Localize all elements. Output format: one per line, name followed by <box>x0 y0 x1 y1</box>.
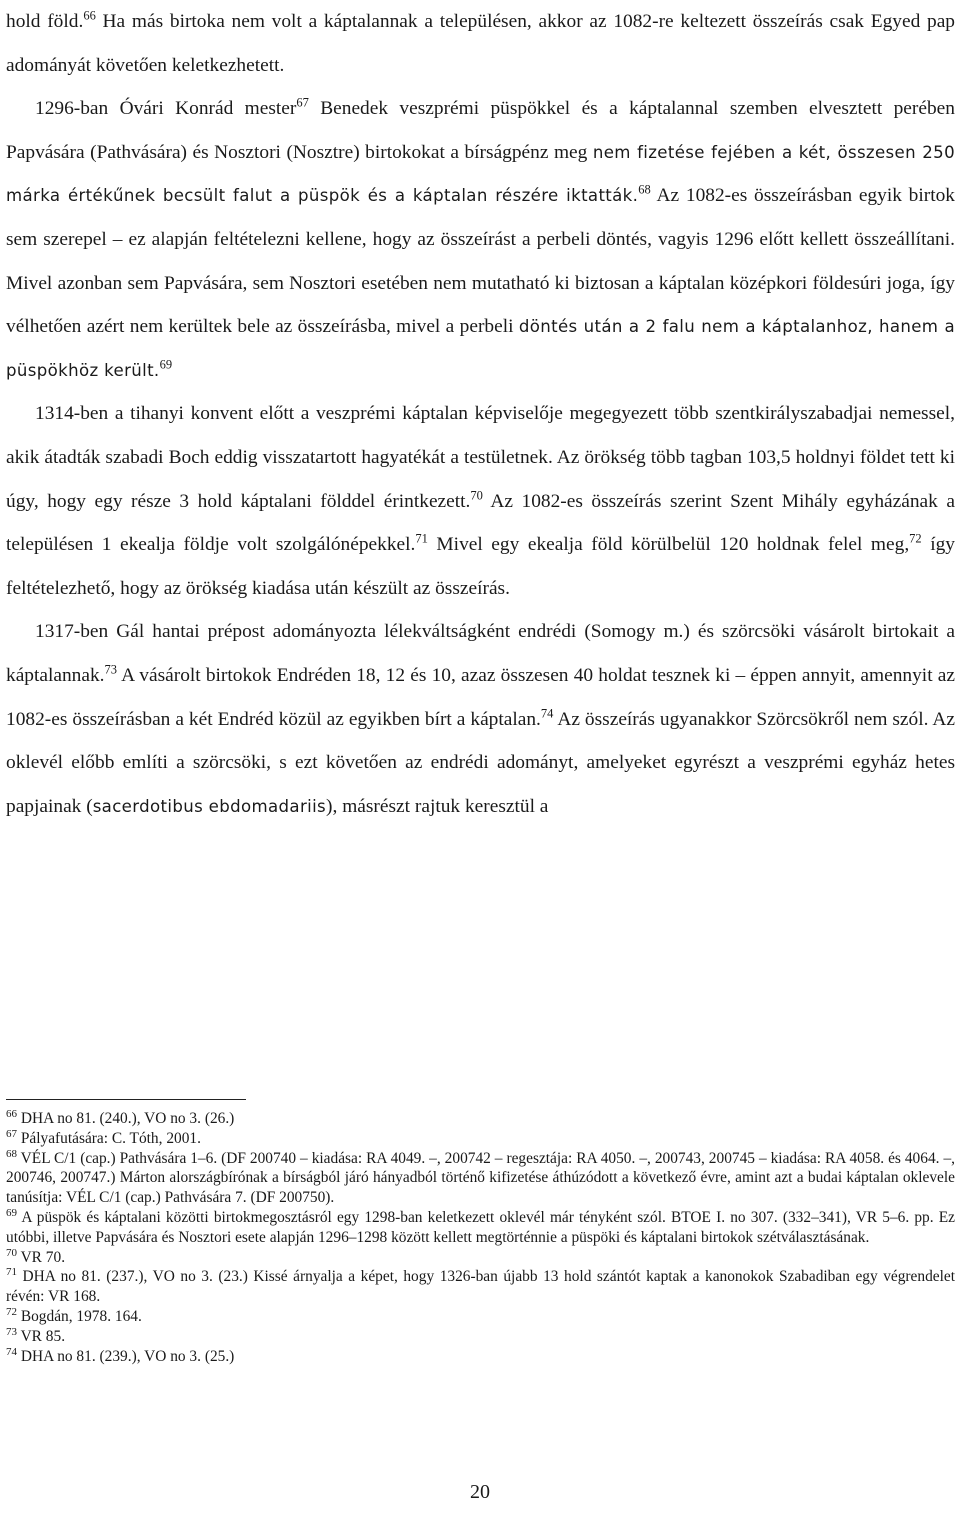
footnote-70 <box>6 1248 955 1268</box>
footnote-text: VÉL C/1 (cap.) Pathvására 1–6. (DF 200740 – kiadása: RA 4049. –, 200742 – regesztája: RA 4050. –, 200743, 200745 – kiadása: RA 4058. és 4064. –, 200746, 200747.) Márton alországbírónak a bírságból járó hányadból történő kifizetése áthúzódott a következő évre, amint azt a budai káptalan oklevele tanúsítja: VÉL C/1 (cap.) Pathvására 7. (DF 200750). <box>6 1149 955 1207</box>
footnotes <box>6 1109 955 1366</box>
footnote-ref-74[interactable]: 74 <box>540 706 554 721</box>
footnote-74 <box>6 1347 955 1367</box>
text-run-sans: döntés után a 2 falu nem a káptalanhoz, hanem a püspökhöz került. <box>6 317 955 380</box>
footnote-text: DHA no 81. (239.), VO no 3. (25.) <box>17 1347 235 1365</box>
text-run: 1317-ben Gál hantai prépost adományozta lélekváltságként endrédi (Somogy m.) és szörcsöki vásárolt birtokait a káptalannak. <box>6 621 955 686</box>
footnote-ref-69[interactable]: 69 <box>159 357 173 372</box>
footnote-text: VR 85. <box>17 1327 66 1345</box>
paragraph-1296 <box>6 87 955 392</box>
text-run: Az 1082-es összeírásban egyik birtok sem szerepel – ez alapján feltételezni kellene, hogy az összeírást a perbeli döntés, vagyis 1296 előtt kellett összeállítani. Mivel azonban sem Papvására, sem Nosztori esetében nem mutatható ki biztosan a káptalan középkori földesúri joga, így vélhetően azért nem kerültek bele az összeírásba, mivel a perbeli <box>6 185 955 338</box>
paragraph-1314 <box>6 392 955 610</box>
footnote-ref-70[interactable]: 70 <box>470 488 483 503</box>
footnote-ref-71[interactable]: 71 <box>415 531 428 546</box>
text-run: Ha más birtoka nem volt a káptalannak a településen, akkor az 1082-re keltezett összeírás csak Egyed pap adományát követően keletkezhetett. <box>6 11 956 76</box>
footnote-number: 68 <box>6 1147 17 1160</box>
footnote-71 <box>6 1267 955 1307</box>
footnote-number: 71 <box>6 1266 17 1279</box>
footnote-number: 73 <box>6 1325 17 1338</box>
footnote-ref-68[interactable]: 68 <box>638 182 651 197</box>
footnote-ref-67[interactable]: 67 <box>296 95 309 110</box>
footnote-69 <box>6 1208 955 1248</box>
text-run: Benedek veszprémi püspökkel és a káptalannal szemben elvesztett perében Papvására (Pathvására) és Nosztori (Nosztre) birtokokat a bírságpénz meg <box>6 98 955 163</box>
footnote-text: Pályafutására: C. Tóth, 2001. <box>17 1129 201 1147</box>
text-run: hold föld. <box>6 11 84 32</box>
text-run: ), másrészt rajtuk keresztül a <box>326 795 549 817</box>
text-run: így feltételezhető, hogy az örökség kiadása után készült az összeírás. <box>6 534 955 599</box>
footnote-68 <box>6 1149 955 1208</box>
text-run: A vásárolt birtokok Endréden 18, 12 és 10, azaz összesen 40 holdat tesznek ki – éppen annyit, amennyit az 1082-es összeírásban a két Endréd közül az egyikben bírt a káptalan. <box>6 664 955 730</box>
latin-phrase: sacerdotibus ebdomadariis <box>92 796 327 816</box>
footnote-ref-73[interactable]: 73 <box>104 662 118 677</box>
footnote-number: 66 <box>6 1107 17 1120</box>
footnote-text: VR 70. <box>17 1248 66 1266</box>
text-run-sans: nem fizetése fejében a két, összesen 250 márka értékűnek becsült falut a püspök és a káptalan részére iktatták. <box>6 142 955 206</box>
text-run: 1314-ben a tihanyi konvent előtt a veszprémi káptalan képviselője megegyezett több szentkirályszabadjai nemessel, akik átadták szabadi Boch eddig visszatartott hagyatékát a testületnek. Az örökség több tagban 103,5 holdnyi földet tett ki úgy, hogy egy része 3 hold káptalani földdel érintkezett. <box>6 403 955 512</box>
page-number: 20 <box>470 1481 490 1503</box>
text-run: Mivel egy ekealja föld körülbelül 120 holdnak felel meg, <box>427 534 910 556</box>
footnote-67 <box>6 1129 955 1149</box>
footnote-ref-72[interactable]: 72 <box>909 531 922 546</box>
body-text <box>6 0 955 828</box>
footnote-number: 74 <box>6 1345 17 1358</box>
text-run: Az 1082-es összeírás szerint Szent Mihály egyházának a településen 1 ekealja földje volt szolgálónépekkel. <box>6 490 955 556</box>
footnote-ref-66[interactable]: 66 <box>83 8 96 23</box>
footnote-text: DHA no 81. (237.), VO no 3. (23.) Kissé árnyalja a képet, hogy 1326-ban újabb 13 hold szántót kaptak a kanonokok Szabadiban egy végrendelet révén: VR 168. <box>6 1268 955 1306</box>
footnote-number: 72 <box>6 1305 17 1318</box>
text-run: 1296-ban Óvári Konrád mester <box>35 98 297 120</box>
footnote-72 <box>6 1307 955 1327</box>
footnote-number: 70 <box>6 1246 17 1259</box>
paragraph-continuation <box>6 0 955 87</box>
footnote-text: Bogdán, 1978. 164. <box>17 1307 142 1325</box>
footnote-73 <box>6 1327 955 1347</box>
footnote-text: DHA no 81. (240.), VO no 3. (26.) <box>17 1110 235 1127</box>
text-run: Az összeírás ugyanakkor Szörcsökről nem szól. Az oklevél előbb említi a szörcsöki, s ezt követően az endrédi adományt, amelyeket egyrészt a veszprémi egyház hetes papjainak ( <box>6 708 955 817</box>
paragraph-1317 <box>6 610 955 828</box>
footnote-66 <box>6 1109 955 1129</box>
footnote-text: A püspök és káptalani közötti birtokmegosztásról egy 1298-ban keletkezett oklevél már tényként szól. BTOE I. no 307. (332–341), VR 5–6. pp. Ez utóbbi, illetve Papvására és Nosztori esete alapján 1296–1298 között kellett megtörténnie a püspöki és káptalani birtokok szétválasztásának. <box>6 1208 955 1246</box>
footnote-number: 67 <box>6 1127 17 1140</box>
footnote-separator <box>6 1099 246 1100</box>
footnote-number: 69 <box>6 1206 17 1219</box>
